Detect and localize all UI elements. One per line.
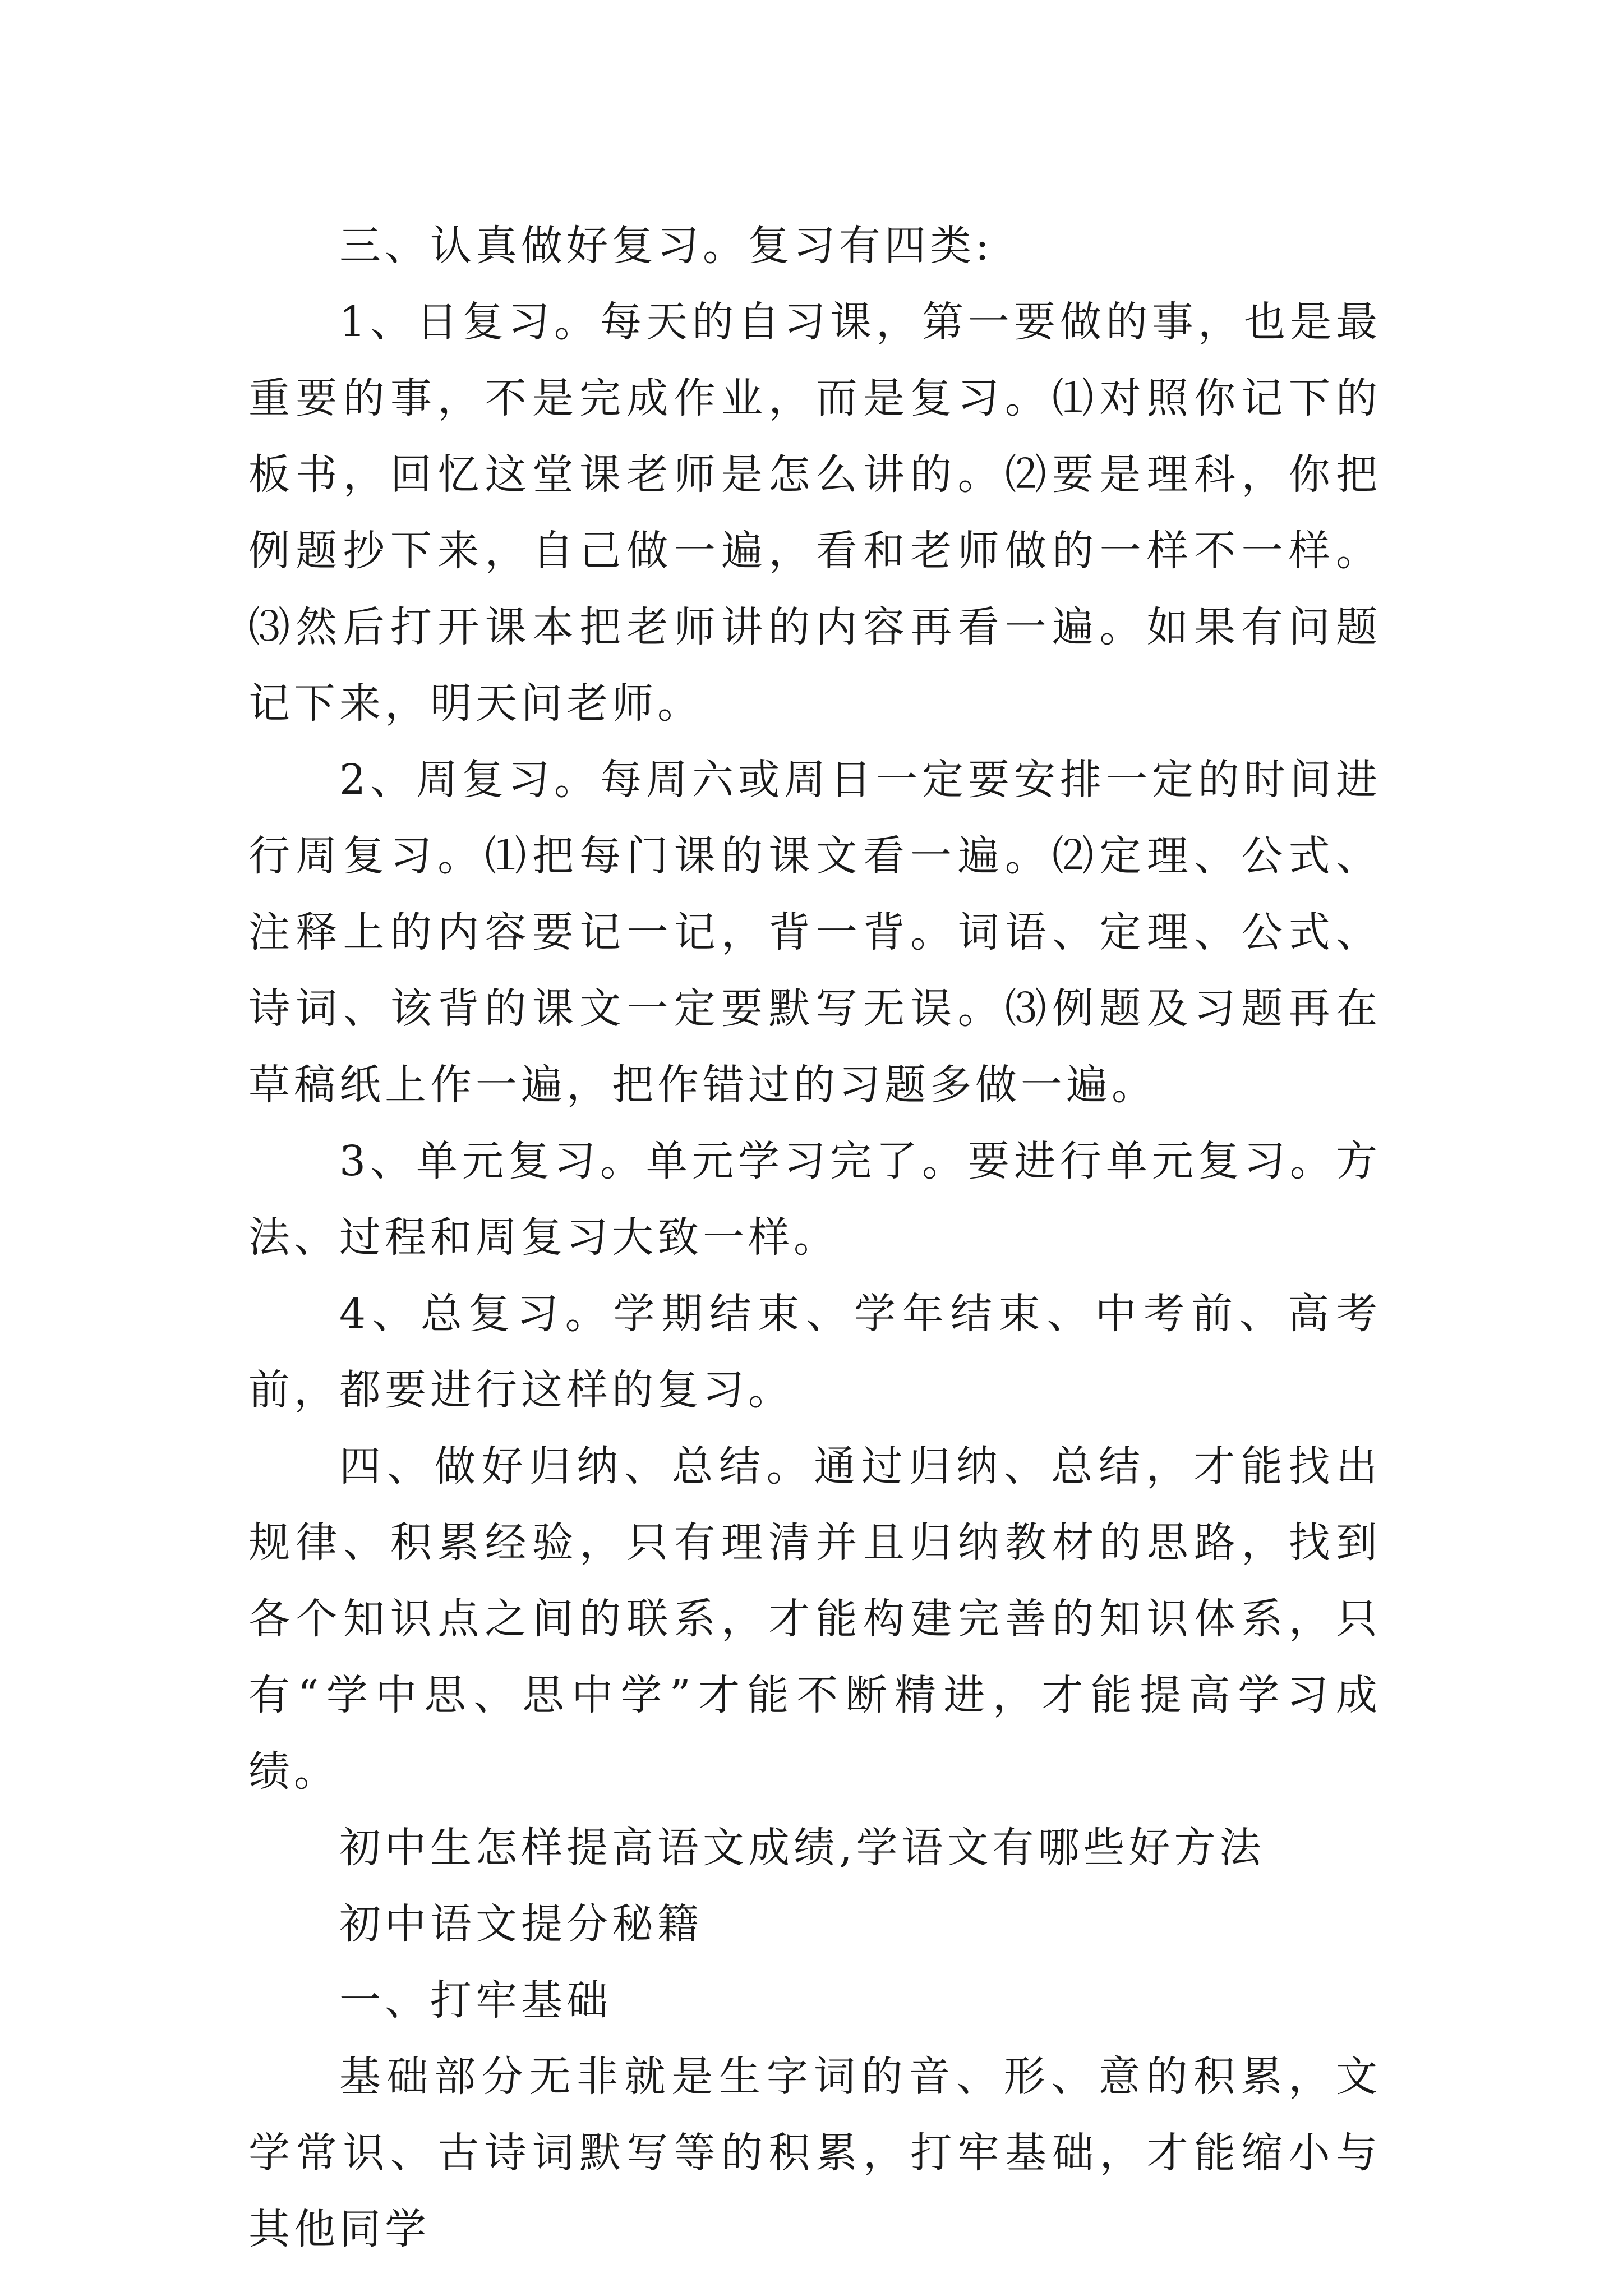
paragraph-final-review: 4、总复习。学期结束、学年结束、中考前、高考前，都要进行这样的复习。 — [248, 1290, 1381, 1414]
paragraph-unit-review: 3、单元复习。单元学习完了。要进行单元复习。方法、过程和周复习大致一样。 — [248, 1137, 1381, 1262]
paragraph-summary: 四、做好归纳、总结。通过归纳、总结，才能找出规律、积累经验，只有理清并且归纳教材的思路，找到各个知识点之间的联系，才能构建完善的知识体系，只有“学中思、思中学”才能不断精进，才能提高学习成绩。 — [248, 1442, 1381, 1796]
document-body — [248, 208, 1381, 2267]
subheading: 初中语文提分秘籍 — [339, 1900, 703, 1948]
paragraph-foundation: 基础部分无非就是生字词的音、形、意的积累，文学常识、古诗词默写等的积累，打牢基础，才能缩小与其他同学 — [248, 2053, 1381, 2253]
paragraph-review-types: 三、认真做好复习。复习有四类: — [339, 222, 993, 270]
subsection-heading: 一、打牢基础 — [339, 1976, 612, 2024]
section-heading: 初中生怎样提高语文成绩,学语文有哪些好方法 — [339, 1824, 1265, 1872]
paragraph-weekly-review: 2、周复习。每周六或周日一定要安排一定的时间进行周复习。⑴把每门课的课文看一遍。⑵定理、公式、注释上的内容要记一记，背一背。词语、定理、公式、诗词、该背的课文一定要默写无误。⑶例题及习题再在草稿纸上作一遍，把作错过的习题多做一遍。 — [248, 756, 1381, 1109]
paragraph-daily-review: 1、日复习。每天的自习课，第一要做的事，也是最重要的事，不是完成作业，而是复习。⑴对照你记下的板书，回忆这堂课老师是怎么讲的。⑵要是理科，你把例题抄下来，自己做一遍，看和老师做的一样不一样。⑶然后打开课本把老师讲的内容再看一遍。如果有问题记下来，明天问老师。 — [248, 298, 1381, 728]
